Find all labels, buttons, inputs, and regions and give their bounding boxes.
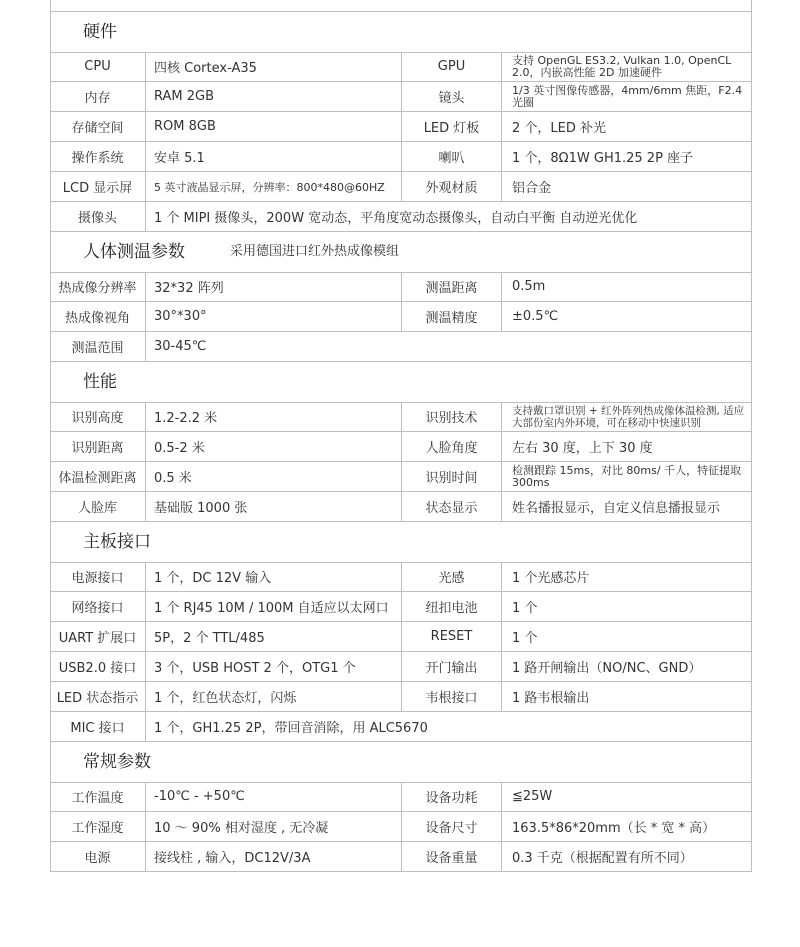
- spec-label: 存储空间: [50, 112, 146, 141]
- spec-value: 1 个 MIPI 摄像头，200W 宽动态，平角度宽动态摄像头，自动白平衡 自动逆光优化: [154, 211, 638, 226]
- spec-label: CPU: [50, 52, 146, 81]
- spec-value: 1 个 RJ45 10M / 100M 自适应以太网口: [146, 592, 402, 621]
- spec-label: 电源接口: [50, 562, 146, 591]
- spec-value: 10 ～ 90% 相对湿度 , 无冷凝: [146, 812, 402, 841]
- spec-value: 铝合金: [512, 181, 552, 196]
- table-row: [50, 592, 752, 622]
- spec-label: 人脸角度: [402, 432, 502, 461]
- spec-value: 0.3 千克（根据配置有所不同）: [512, 851, 693, 866]
- spec-label: 光感: [402, 562, 502, 591]
- table-row: [50, 622, 752, 652]
- spec-value: 1 个，8Ω1W GH1.25 2P 座子: [512, 151, 694, 166]
- table-row: [50, 302, 752, 332]
- spec-value: ROM 8GB: [146, 112, 402, 141]
- table-row-wide: [50, 712, 752, 742]
- section-header-general: [50, 742, 752, 783]
- section-header-performance: [50, 362, 752, 403]
- spec-value: 0.5 米: [146, 462, 402, 491]
- spec-label: 识别技术: [402, 402, 502, 431]
- spec-label: 韦根接口: [402, 682, 502, 711]
- spec-label: 热成像分辨率: [50, 272, 146, 301]
- section-title: 主板接口: [83, 532, 151, 552]
- spec-label: 识别高度: [50, 402, 146, 431]
- spec-value: 1.2-2.2 米: [146, 402, 402, 431]
- spec-label: 设备重量: [402, 842, 502, 871]
- section-header-hardware: [50, 12, 752, 53]
- clipped-top-header: [50, 0, 752, 12]
- spec-label: 内存: [50, 82, 146, 111]
- spec-label: 热成像视角: [50, 302, 146, 331]
- section-title: 硬件: [83, 22, 117, 42]
- spec-label: 喇叭: [402, 142, 502, 171]
- spec-label: 电源: [50, 842, 146, 871]
- section-header-board: [50, 522, 752, 563]
- section-note: 采用德国进口红外热成像模组: [230, 244, 400, 259]
- table-row: [50, 82, 752, 112]
- table-row: [50, 682, 752, 712]
- spec-label: LCD 显示屏: [50, 172, 146, 201]
- spec-label: 测温范围: [50, 332, 146, 361]
- spec-label: 识别距离: [50, 432, 146, 461]
- spec-value: 5P，2 个 TTL/485: [146, 622, 402, 651]
- spec-value: 姓名播报显示，自定义信息播报显示: [512, 501, 721, 516]
- spec-value: 0.5m: [512, 279, 546, 294]
- spec-label: 网络接口: [50, 592, 146, 621]
- spec-value: 支持 OpenGL ES3.2, Vulkan 1.0, OpenCL 2.0，内嵌高性能 2D 加速硬件: [512, 53, 732, 79]
- spec-label: 设备功耗: [402, 782, 502, 811]
- table-row: [50, 782, 752, 812]
- table-row: [50, 52, 752, 82]
- table-row: [50, 652, 752, 682]
- spec-value: 检测跟踪 15ms，对比 80ms/ 千人，特征提取 300ms: [512, 463, 742, 489]
- table-row: [50, 172, 752, 202]
- spec-value: 1 个光感芯片: [512, 571, 590, 586]
- spec-value: ±0.5℃: [512, 309, 559, 324]
- spec-label: 镜头: [402, 82, 502, 111]
- section-header-thermal: [50, 232, 752, 273]
- spec-value: 1 路开闸输出（NO/NC、GND）: [512, 661, 702, 676]
- spec-value: -10℃ - +50℃: [146, 782, 402, 811]
- spec-value: 1 路韦根输出: [512, 691, 590, 706]
- spec-value: 2 个，LED 补光: [512, 121, 607, 136]
- spec-label: 识别时间: [402, 462, 502, 491]
- table-row: [50, 492, 752, 522]
- spec-value: ≦25W: [512, 789, 553, 804]
- table-row-wide: [50, 332, 752, 362]
- spec-value: 5 英寸液晶显示屏，分辨率：800*480@60HZ: [146, 172, 402, 201]
- table-row: [50, 112, 752, 142]
- spec-value: 左右 30 度，上下 30 度: [512, 441, 653, 456]
- spec-label: 设备尺寸: [402, 812, 502, 841]
- spec-label: 纽扣电池: [402, 592, 502, 621]
- spec-value: 1 个，DC 12V 输入: [146, 562, 402, 591]
- spec-value: 1 个: [512, 631, 538, 646]
- section-title: 常规参数: [83, 752, 151, 772]
- spec-value: RAM 2GB: [146, 82, 402, 111]
- spec-label: LED 状态指示: [50, 682, 146, 711]
- table-row: [50, 842, 752, 872]
- spec-label: 人脸库: [50, 492, 146, 521]
- table-row: [50, 432, 752, 462]
- spec-value: 0.5-2 米: [146, 432, 402, 461]
- spec-value: 30°*30°: [146, 302, 402, 331]
- spec-label: 测温距离: [402, 272, 502, 301]
- spec-value: 1 个，GH1.25 2P，带回音消除，用 ALC5670: [154, 721, 428, 736]
- spec-label: 状态显示: [402, 492, 502, 521]
- table-row: [50, 402, 752, 432]
- spec-value: 163.5*86*20mm（长 * 宽 * 高）: [512, 821, 716, 836]
- table-row: [50, 462, 752, 492]
- spec-value: 支持戴口罩识别 + 红外阵列热成像体温检测, 适应大部份室内外环境，可在移动中快速识别: [512, 404, 745, 429]
- spec-value: 基础版 1000 张: [146, 492, 402, 521]
- spec-label: 外观材质: [402, 172, 502, 201]
- spec-value: 32*32 阵列: [146, 272, 402, 301]
- spec-label: 工作湿度: [50, 812, 146, 841]
- spec-label: LED 灯板: [402, 112, 502, 141]
- spec-label: GPU: [402, 52, 502, 81]
- table-row-wide: [50, 202, 752, 232]
- spec-label: 测温精度: [402, 302, 502, 331]
- spec-label: 摄像头: [50, 202, 146, 231]
- spec-value: 1 个，红色状态灯，闪烁: [146, 682, 402, 711]
- section-title: 人体测温参数: [83, 242, 185, 262]
- section-title: 性能: [83, 372, 117, 392]
- spec-value: 安卓 5.1: [146, 142, 402, 171]
- spec-label: 开门输出: [402, 652, 502, 681]
- spec-label: 工作温度: [50, 782, 146, 811]
- table-row: [50, 142, 752, 172]
- spec-value: 3 个，USB HOST 2 个，OTG1 个: [146, 652, 402, 681]
- spec-value: 1 个: [512, 601, 538, 616]
- spec-label: MIC 接口: [50, 712, 146, 741]
- spec-value: 1/3 英寸图像传感器，4mm/6mm 焦距，F2.4 光圈: [512, 83, 743, 109]
- spec-value: 四核 Cortex-A35: [146, 52, 402, 81]
- table-row: [50, 272, 752, 302]
- spec-value: 30-45℃: [154, 339, 207, 354]
- spec-label: 体温检测距离: [50, 462, 146, 491]
- spec-value: 接线柱 , 输入，DC12V/3A: [146, 842, 402, 871]
- spec-label: RESET: [402, 622, 502, 651]
- spec-label: 操作系统: [50, 142, 146, 171]
- spec-label: USB2.0 接口: [50, 652, 146, 681]
- table-row: [50, 812, 752, 842]
- spec-label: UART 扩展口: [50, 622, 146, 651]
- table-row: [50, 562, 752, 592]
